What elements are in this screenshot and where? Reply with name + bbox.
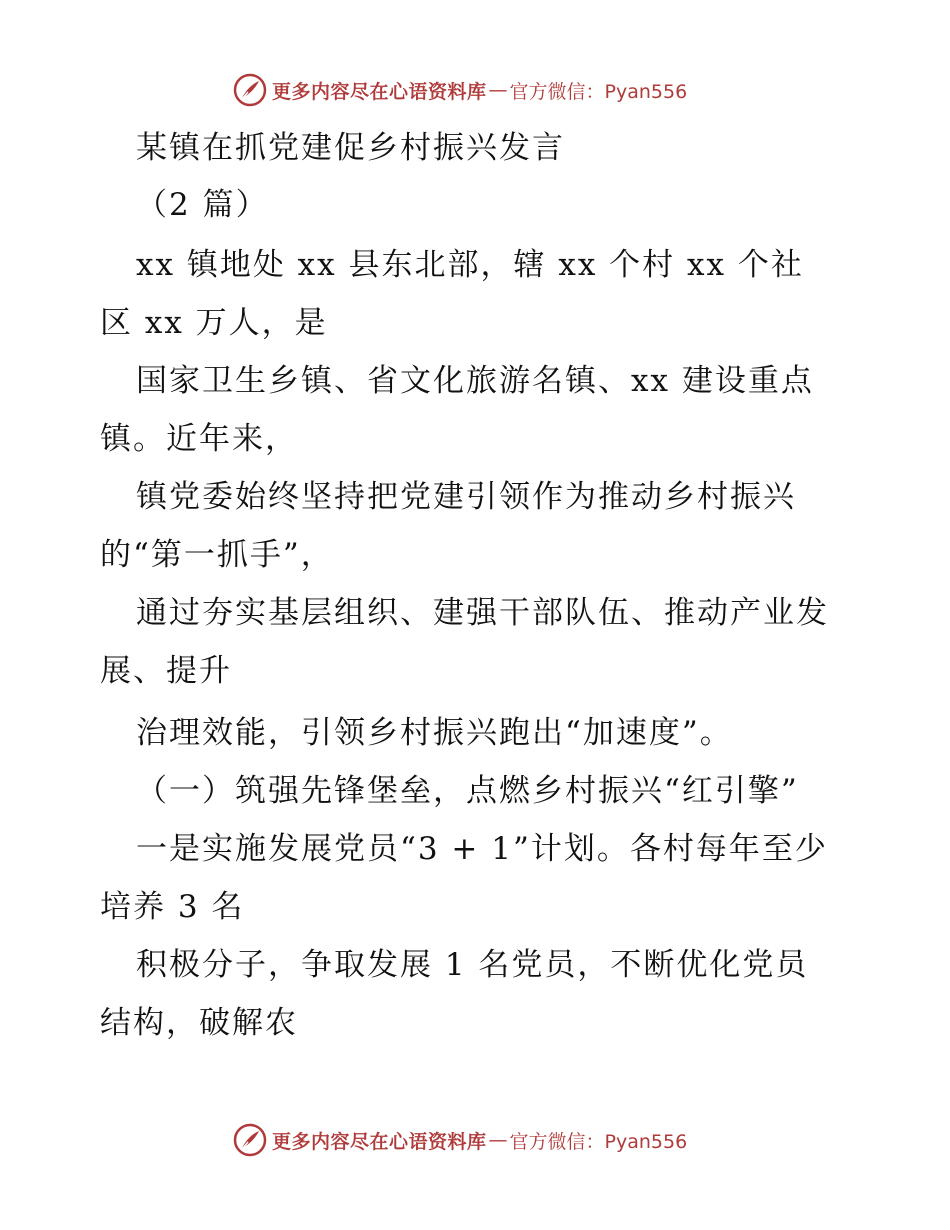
text-line: xx 镇地处 xx 县东北部，辖 xx 个村 xx 个社 — [136, 247, 804, 283]
text-line: 积极分子，争取发展 1 名党员，不断优化党员 — [136, 947, 809, 983]
text-line: 展、提升 — [100, 653, 232, 689]
watermark-banner-top — [232, 72, 687, 108]
watermark-banner-bottom — [232, 1122, 687, 1158]
watermark-dash: — — [488, 79, 508, 101]
text-line: 镇党委始终坚持把党建引领作为推动乡村振兴 — [136, 479, 796, 515]
feather-pen-icon — [232, 72, 268, 108]
section-heading: （一）筑强先锋堡垒，点燃乡村振兴“红引擎” — [136, 773, 799, 809]
text-line: 区 xx 万人，是 — [100, 305, 328, 341]
text-line: 一是实施发展党员“3 + 1”计划。各村每年至少 — [136, 831, 828, 867]
document-subtitle: （2 篇） — [136, 187, 269, 223]
text-line: 镇。近年来， — [100, 421, 298, 457]
watermark-dash: — — [488, 1129, 508, 1151]
watermark-wechat: 官方微信：Pyan556 — [509, 80, 688, 103]
text-line: 培养 3 名 — [100, 889, 245, 925]
document-title: 某镇在抓党建促乡村振兴发言 — [136, 130, 565, 166]
text-line: 治理效能，引领乡村振兴跑出“加速度”。 — [136, 715, 733, 751]
feather-pen-icon — [232, 1122, 268, 1158]
watermark-wechat: 官方微信：Pyan556 — [509, 1130, 688, 1153]
text-line: 的“第一抓手”， — [100, 537, 334, 573]
watermark-text: 更多内容尽在心语资料库 — [272, 1130, 487, 1153]
text-line: 结构，破解农 — [100, 1005, 298, 1041]
text-line: 通过夯实基层组织、建强干部队伍、推动产业发 — [136, 595, 829, 631]
text-line: 国家卫生乡镇、省文化旅游名镇、xx 建设重点 — [136, 363, 814, 399]
watermark-text: 更多内容尽在心语资料库 — [272, 80, 487, 103]
